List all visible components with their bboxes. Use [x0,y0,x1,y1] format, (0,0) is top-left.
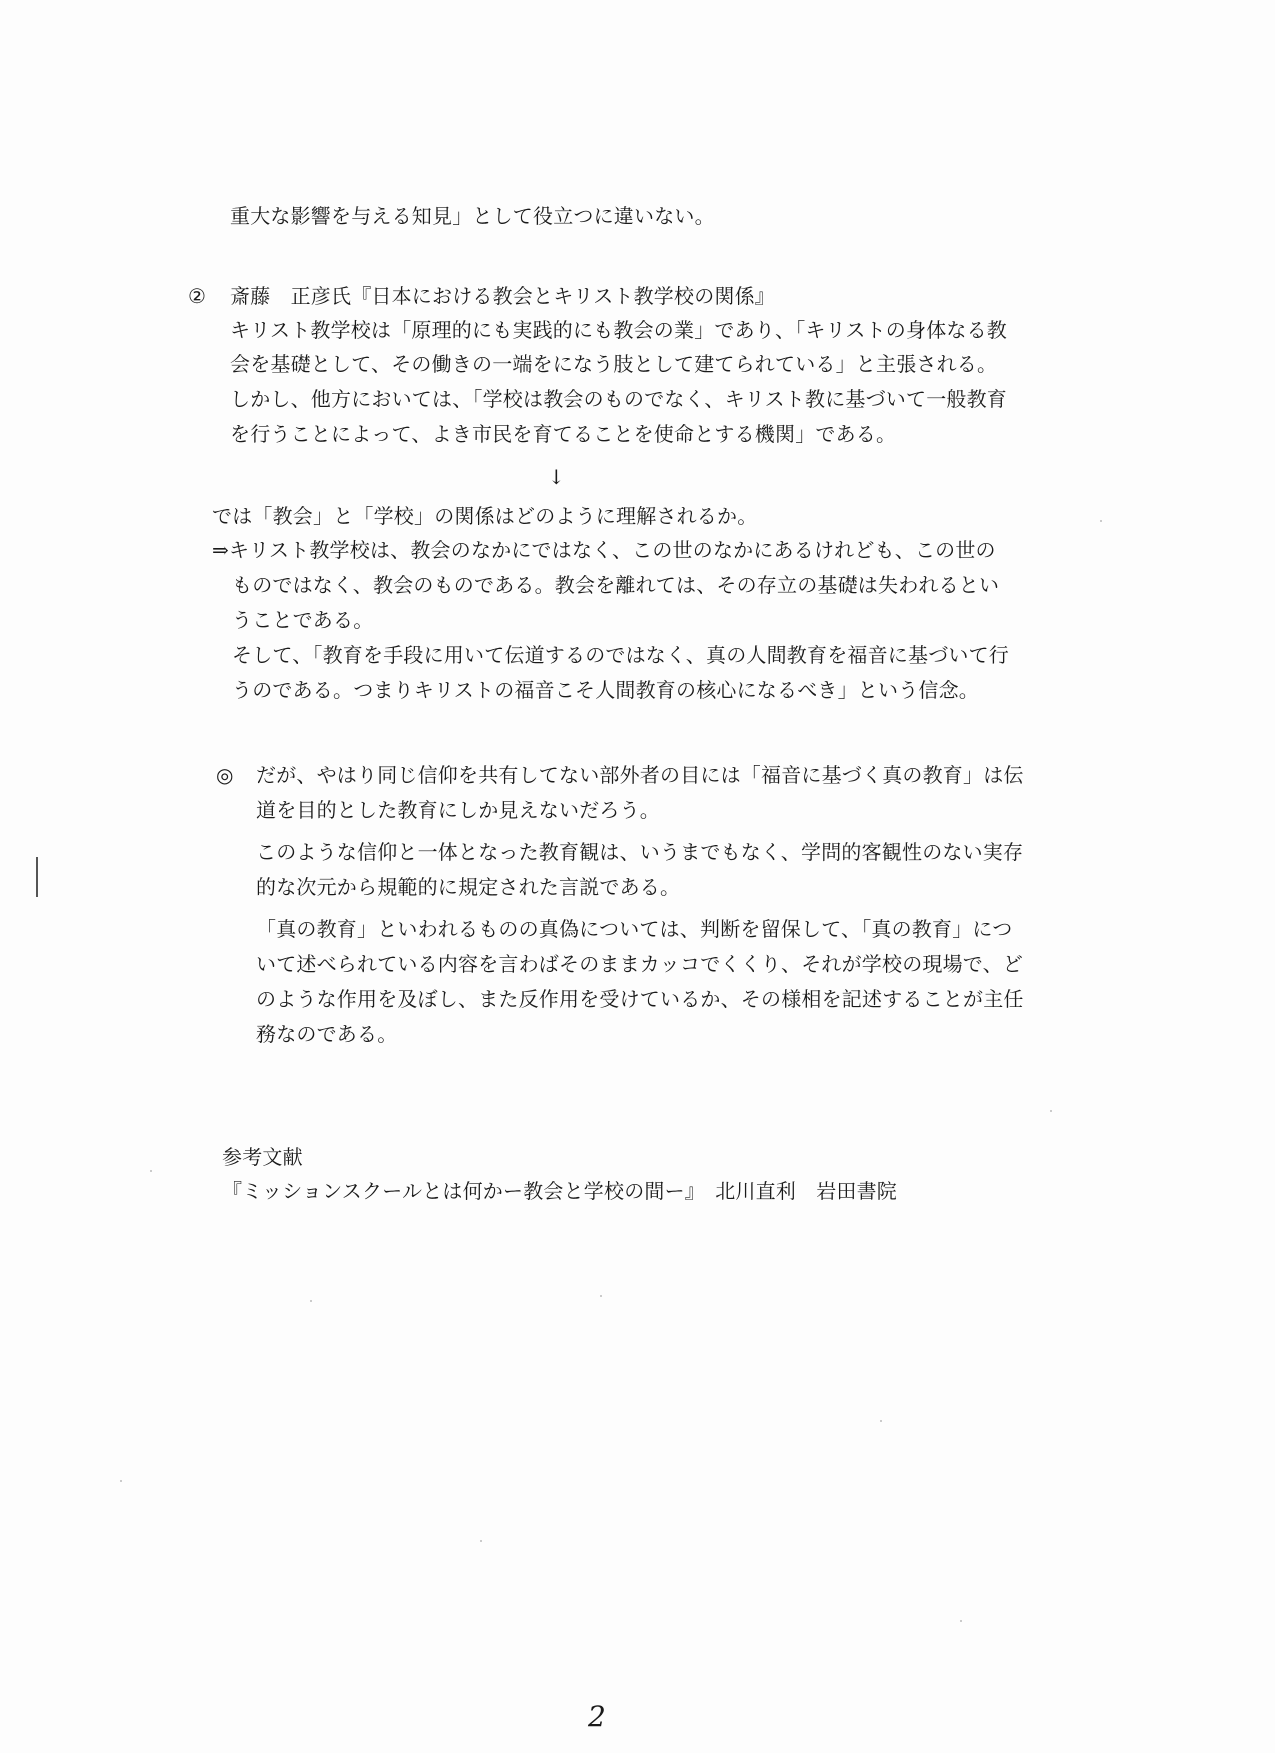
answer-line: うことである。 [232,608,374,632]
note-line: 道を目的とした教育にしか見えないだろう。 [256,798,660,822]
body-line: しかし、他方においては、「学校は教会のものでなく、キリスト教に基づいて一般教育 [230,387,1007,411]
scan-speck [960,1620,962,1622]
body-line: キリスト教学校は「原理的にも実践的にも教会の業」であり、「キリストの身体なる教 [230,318,1007,342]
note-line: このような信仰と一体となった教育観は、いうまでもなく、学問的客観性のない実存 [256,840,1024,864]
section-marker: ② [188,284,206,308]
note-line: だが、やはり同じ信仰を共有してない部外者の目には「福音に基づく真の教育」は伝 [256,763,1024,787]
note-line: いて述べられている内容を言わばそのままカッコでくくり、それが学校の現場で、ど [256,952,1023,976]
note-line: 務なのである。 [256,1022,398,1046]
scan-speck [880,1420,882,1422]
scan-speck [600,1295,602,1297]
answer-line: うのである。つまりキリストの福音こそ人間教育の核心になるべき」という信念。 [232,678,979,702]
note-line: 「真の教育」といわれるものの真偽については、判断を留保して、「真の教育」につ [256,917,1013,941]
note-line: のような作用を及ぼし、また反作用を受けているか、その様相を記述することが主任 [256,987,1024,1011]
down-arrow: ↓ [548,465,565,489]
scan-speck [120,1480,122,1482]
body-line: 会を基礎として、その働きの一端をになう肢として建てられている」と主張される。 [230,352,998,376]
answer-line: ⇒キリスト教学校は、教会のなかにではなく、この世のなかにあるけれども、この世の [212,538,996,562]
note-marker: ◎ [216,763,234,787]
references-heading: 参考文献 [222,1145,303,1169]
section-heading: 斎藤 正彦氏『日本における教会とキリスト教学校の関係』 [230,284,775,308]
scan-speck [310,1300,312,1302]
scan-speck [1100,520,1102,522]
question-line: では「教会」と「学校」の関係はどのように理解されるか。 [212,504,758,528]
answer-line: ものではなく、教会のものである。教会を離れては、その存立の基礎は失われるとい [232,573,1000,597]
answer-line: そして、「教育を手段に用いて伝道するのではなく、真の人間教育を福音に基づいて行 [232,643,1009,667]
scan-speck [150,1170,152,1172]
page-number: 2 [588,1700,606,1733]
reference-entry: 『ミッションスクールとは何かー教会と学校の間ー』 北川直利 岩田書院 [222,1179,897,1203]
scan-speck [480,1540,482,1542]
note-line: 的な次元から規範的に規定された言説である。 [256,875,681,899]
intro-line: 重大な影響を与える知見」として役立つに違いない。 [230,204,715,228]
body-line: を行うことによって、よき市民を育てることを使命とする機関」である。 [230,422,897,446]
margin-mark [36,857,38,897]
scan-speck [1050,1110,1052,1112]
